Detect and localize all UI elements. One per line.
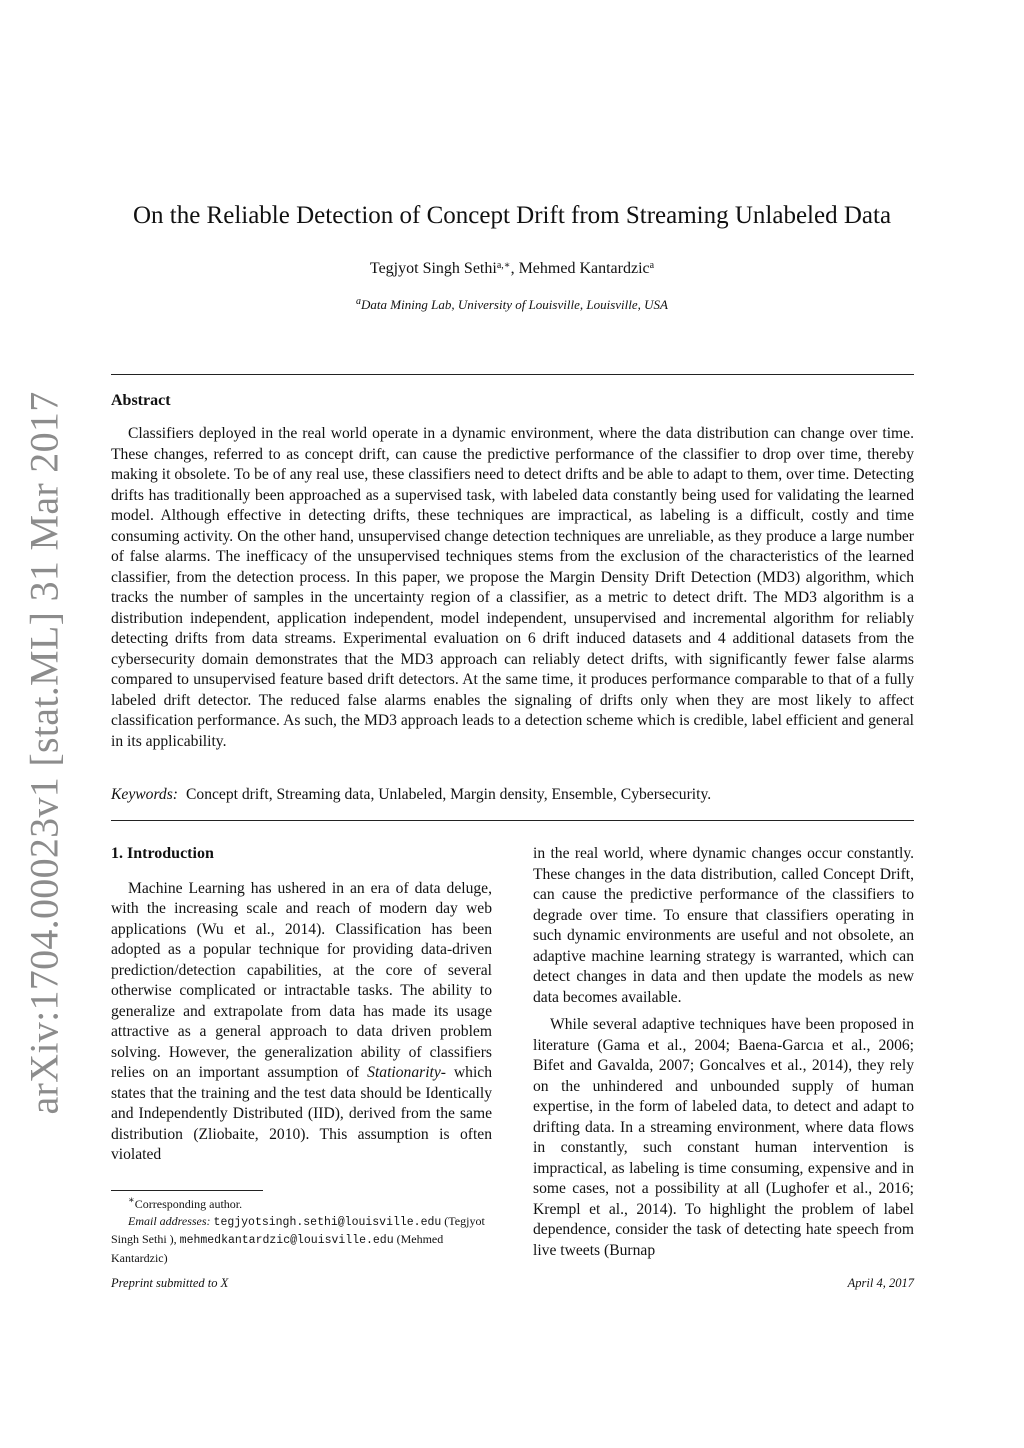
footer-preprint-note: Preprint submitted to X: [111, 1276, 229, 1290]
footnote-rule: [111, 1190, 263, 1191]
abstract-top-rule: [111, 374, 914, 375]
author-2-marks: a: [649, 260, 655, 271]
email-owner-sethi: (Tegjyot Singh Sethi ),: [111, 1213, 485, 1246]
footer-date: April 4, 2017: [847, 1276, 914, 1290]
keywords-text: Concept drift, Streaming data, Unlabeled, Margin density, Ensemble, Cybersecurity.: [186, 786, 712, 803]
email-link-sethi[interactable]: tegjyotsingh.sethi@louisville.edu: [213, 1215, 442, 1229]
footnote-emails: [111, 1213, 501, 1267]
stationarity-term: Stationarity: [367, 1064, 441, 1081]
abstract-bottom-rule: [111, 820, 914, 821]
left-column: [111, 844, 492, 1166]
footnote-corresponding-text: Corresponding author.: [134, 1197, 243, 1211]
right-column: [533, 844, 914, 1261]
author-1-marks: a,∗: [496, 260, 511, 271]
section-heading-introduction: 1. Introduction: [111, 845, 214, 862]
keywords-label: Keywords:: [111, 786, 178, 803]
author-line: [110, 260, 914, 278]
footnote-corresponding: [111, 1196, 501, 1213]
intro-paragraph-2: While several adaptive techniques have been proposed in literature (Gama et al., 2004; Baena-Garcıa et al., 2006; Bifet and Gavalda, 2007; Goncalves et al., 2014), they rely on the unhindered and unbounded supply of human expertise, in the form of labeled data, to detect and adapt to drifting data. In a streaming environment, where data flows in constantly, such constant human intervention is impractical, as labeling is time consuming, expensive and in some cases, not a possibility at all (Lughofer et al., 2016; Krempl et al., 2014). To highlight the problem of label dependence, consider the task of detecting hate speech from live tweets (Burnap: [533, 1016, 914, 1259]
keywords: [111, 785, 914, 805]
intro-paragraph-1: [111, 879, 492, 1166]
intro-p1-text: Machine Learning has ushered in an era of data deluge, with the increasing scale and reach of modern day web applications (Wu et al., 2014). Classification has been adopted as a popular technique for providing data-driven prediction/detection capabilities, at the core of several otherwise complicated or intractable tasks. The ability to generalize and extrapolate from data has made its usage attractive as a general approach to data driven problem solving. However, the generalization ability of classifiers relies on an important assumption of: [111, 879, 492, 1081]
author-separator: ,: [510, 260, 519, 277]
affiliation-text: Data Mining Lab, University of Louisville, Louisville, USA: [361, 297, 668, 312]
paper-title: On the Reliable Detection of Concept Drift from Streaming Unlabeled Data: [132, 202, 892, 229]
arxiv-identifier-stamp: arXiv:1704.00023v1 [stat.ML] 31 Mar 2017: [21, 391, 67, 1115]
abstract-body: Classifiers deployed in the real world operate in a dynamic environment, where the data distribution can change over time. These changes, referred to as concept drift, can cause the predictive performance of the classifier to drop over time, thereby making it obsolete. To be of any real use, these classifiers need to detect drifts and be able to adapt to them, over time. Detecting drifts has traditionally been approached as a supervised task, with labeled data constantly being used for validating the learned model. Although effective in detecting drifts, these techniques are impractical, as labeling is a difficult, costly and time consuming activity. On the other hand, unsupervised change detection techniques are unreliable, as they produce a large number of false alarms. The inefficacy of the unsupervised techniques stems from the exclusion of the characteristics of the learned classifier, from the detection process. In this paper, we propose the Margin Density Drift Detection (MD3) algorithm, which tracks the number of samples in the uncertainty region of a classifier, as a metric to detect drift. The MD3 algorithm is a distribution independent, application independent, model independent, unsupervised and incremental algorithm for reliably detecting drifts from data streams. Experimental evaluation on 6 drift induced datasets and 4 additional datasets from the cybersecurity domain demonstrates that the MD3 approach can reliably detect drifts, with significantly fewer false alarms compared to unsupervised feature based drift detectors. At the same time, it produces performance comparable to that of a fully labeled drift detector. The reduced false alarms enables the signaling of drifts only when they are most likely to affect classification performance. As such, the MD3 approach leads to a detection scheme which is credible, label efficient and general in its applicability.: [111, 425, 914, 750]
author-1: Tegjyot Singh Sethi: [369, 260, 497, 277]
author-2: Mehmed Kantardzic: [518, 260, 650, 277]
email-link-kantardzic[interactable]: mehmedkantardzic@louisville.edu: [179, 1234, 394, 1247]
footnote-mark: ∗: [128, 1195, 135, 1206]
affiliation-mark: a: [356, 296, 362, 307]
intro-paragraph-1-continued: in the real world, where dynamic changes occur constantly. These changes in the data distribution, called Concept Drift, can cause the predictive performance of the classifiers to degrade over time. To ensure that classifiers operating in such dynamic environments are useful and not obsolete, an adaptive machine learning strategy is warranted, which can detect changes in data and then update the models as new data becomes available.: [533, 845, 914, 1006]
intro-p1-text-end: - which states that the training and the test data should be Identically and Independently Distributed (IID), derived from the same distribution (Zliobaite, 2010). This assumption is often violated: [111, 1064, 492, 1163]
abstract-heading: Abstract: [111, 392, 171, 409]
affiliation: [110, 297, 914, 313]
email-owner-kantardzic: (Mehmed Kantardzic): [111, 1232, 444, 1265]
footnotes: [111, 1196, 501, 1266]
email-label: Email addresses:: [128, 1213, 211, 1228]
